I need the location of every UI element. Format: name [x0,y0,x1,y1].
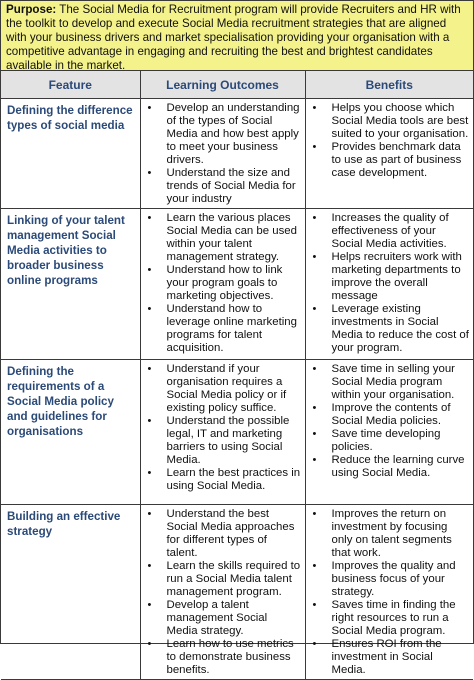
list-item: • Leverage existing investments in Social Media to reduce the cost of your program. [310,303,470,355]
benefits-cell [305,360,473,505]
outcomes-list [145,102,301,206]
list-item: • Improves the return on investment by focusing only on talent segments that work. [310,508,470,560]
outcomes-list [145,508,301,677]
outcomes-list [145,363,301,493]
outcomes-cell [140,209,305,360]
column-header-learning-outcomes: Learning Outcomes [140,71,305,99]
list-item: • Learn the various places Social Media can be used within your talent management strategy. [145,212,301,264]
benefits-cell [305,99,473,209]
benefits-list [310,212,470,355]
feature-cell: Linking of your talent management Social Media activities to broader business online programs [1,209,140,360]
outcomes-cell [140,99,305,209]
outcomes-cell [140,360,305,505]
list-item: • Develop a talent management Social Media strategy. [145,599,301,638]
list-item: • Understand the possible legal, IT and marketing barriers to using Social Media. [145,415,301,467]
list-item: • Save time developing policies. [310,428,470,454]
list-item: • Saves time in finding the right resources to run a Social Media program. [310,599,470,638]
list-item: • Reduce the learning curve using Social Media. [310,454,470,480]
table-row [1,360,473,505]
list-item: • Save time in selling your Social Media program within your organisation. [310,363,470,402]
list-item: • Understand the best Social Media approaches for different types of talent. [145,508,301,560]
list-item: • Helps you choose which Social Media tools are best suited to your organisation. [310,102,470,141]
list-item: • Understand how to leverage online marketing programs for talent acquisition. [145,303,301,355]
benefits-list [310,102,470,180]
table-header-row [1,71,473,99]
purpose-text: The Social Media for Recruitment program will provide Recruiters and HR with the toolkit to develop and execute Social Media recruitment strategies that are aligned with your business drivers and market specialisation providing your organisation with a competitive advantage in engaging and recruiting the best and brightest candidates available in the market. [6,3,461,72]
list-item: • Improves the quality and business focus of your strategy. [310,560,470,599]
feature-cell: Defining the requirements of a Social Media policy and guidelines for organisations [1,360,140,505]
table-row [1,505,473,680]
list-item: • Develop an understanding of the types of Social Media and how best apply to meet your business drivers. [145,102,301,167]
purpose-box [1,1,473,71]
list-item: • Understand how to link your program goals to marketing objectives. [145,264,301,303]
program-table [1,71,473,680]
table-row [1,209,473,360]
feature-cell: Defining the difference types of social media [1,99,140,209]
outcomes-cell [140,505,305,680]
benefits-list [310,363,470,480]
list-item: • Learn how to use metrics to demonstrate business benefits. [145,638,301,677]
list-item: • Helps recruiters work with marketing departments to improve the overall message [310,251,470,303]
feature-cell: Building an effective strategy [1,505,140,680]
benefits-list [310,508,470,677]
list-item: • Increases the quality of effectiveness of your Social Media activities. [310,212,470,251]
outcomes-list [145,212,301,355]
list-item: • Understand if your organisation requires a Social Media policy or if existing policy suffice. [145,363,301,415]
column-header-feature: Feature [1,71,140,99]
list-item: • Learn the best practices in using Social Media. [145,467,301,493]
benefits-cell [305,209,473,360]
table-row [1,99,473,209]
list-item: • Ensures ROI from the investment in Social Media. [310,638,470,677]
purpose-label: Purpose: [6,3,57,16]
list-item: • Provides benchmark data to use as part of business case development. [310,141,470,180]
list-item: • Learn the skills required to run a Social Media talent management program. [145,560,301,599]
benefits-cell [305,505,473,680]
list-item: • Improve the contents of Social Media policies. [310,402,470,428]
list-item: • Understand the size and trends of Social Media for your industry [145,167,301,206]
column-header-benefits: Benefits [305,71,473,99]
